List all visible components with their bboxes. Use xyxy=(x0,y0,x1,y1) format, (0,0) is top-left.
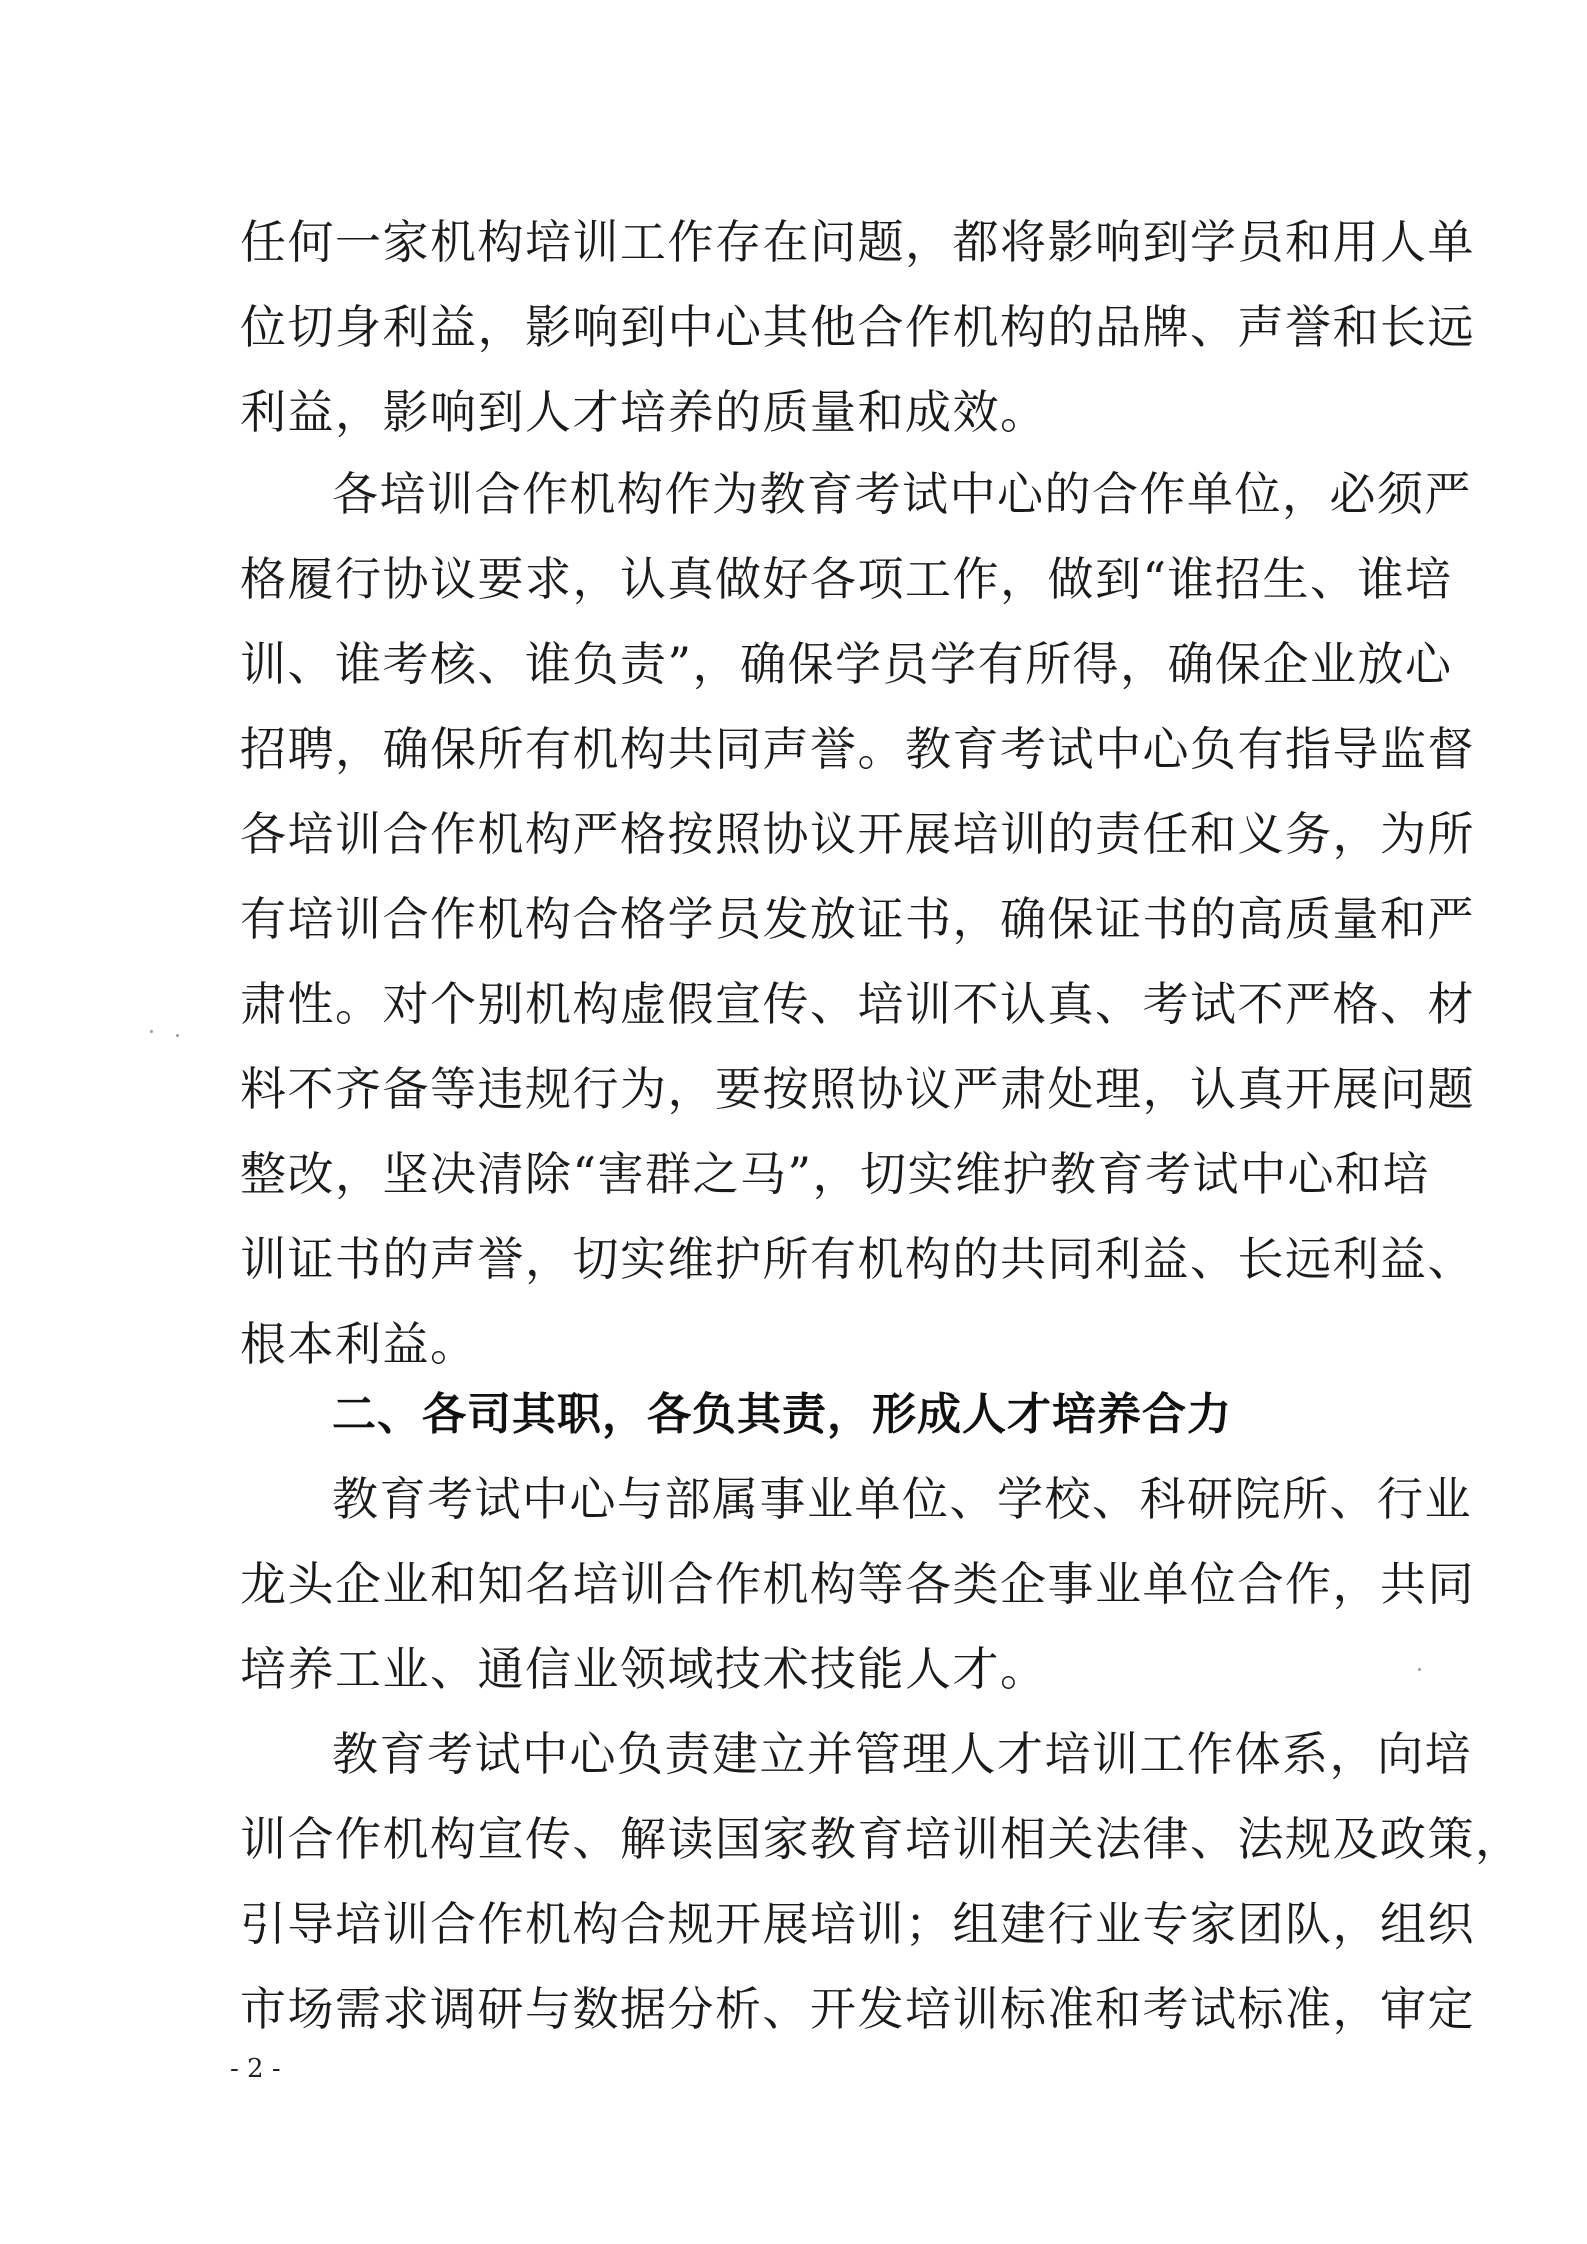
paragraph-3 xyxy=(240,1457,1475,1712)
paragraph-line: 根本利益。 xyxy=(240,1317,478,1371)
paragraph-line: 训、谁考核、谁负责”，确保学员学有所得，确保企业放心 xyxy=(240,637,1453,691)
paragraph-line: 培养工业、通信业领域技术技能人才。 xyxy=(240,1642,1048,1696)
paragraph-1 xyxy=(240,200,1475,455)
paragraph-line: 引导培训合作机构合规开展培训；组建行业专家团队，组织 xyxy=(240,1897,1475,1951)
section-heading: 二、各司其职，各负其责，形成人才培养合力 xyxy=(332,1389,1232,1440)
paragraph-line: 任何一家机构培训工作存在问题，都将影响到学员和用人单 xyxy=(240,215,1475,269)
paragraph-line: 教育考试中心与部属事业单位、学校、科研院所、行业 xyxy=(332,1472,1472,1526)
paragraph-line: 招聘，确保所有机构共同声誉。教育考试中心负有指导监督 xyxy=(240,722,1475,776)
paragraph-line: 训证书的声誉，切实维护所有机构的共同利益、长远利益、 xyxy=(240,1232,1475,1286)
paragraph-line: 教育考试中心负责建立并管理人才培训工作体系，向培 xyxy=(332,1727,1472,1781)
paragraph-line: 整改，坚决清除“害群之马”，切实维护教育考试中心和培 xyxy=(240,1147,1431,1201)
paragraph-line: 肃性。对个别机构虚假宣传、培训不认真、考试不严格、材 xyxy=(240,977,1475,1031)
paragraph-line: 格履行协议要求，认真做好各项工作，做到“谁招生、谁培 xyxy=(240,552,1453,606)
paragraph-line: 各培训合作机构作为教育考试中心的合作单位，必须严 xyxy=(332,467,1472,521)
paragraph-line: 训合作机构宣传、解读国家教育培训相关法律、法规及政策， xyxy=(240,1812,1523,1866)
paragraph-line: 利益，影响到人才培养的质量和成效。 xyxy=(240,385,1048,439)
paragraph-line: 市场需求调研与数据分析、开发培训标准和考试标准，审定 xyxy=(240,1982,1475,2036)
page-number: - 2 - xyxy=(230,2054,281,2084)
paragraph-line: 各培训合作机构严格按照协议开展培训的责任和义务，为所 xyxy=(240,807,1475,861)
scan-speck xyxy=(176,1034,179,1037)
paragraph-line: 位切身利益，影响到中心其他合作机构的品牌、声誉和长远 xyxy=(240,300,1475,354)
paragraph-line: 有培训合作机构合格学员发放证书，确保证书的高质量和严 xyxy=(240,892,1475,946)
paragraph-line: 龙头企业和知名培训合作机构等各类企事业单位合作，共同 xyxy=(240,1557,1475,1611)
paragraph-line: 料不齐备等违规行为，要按照协议严肃处理，认真开展问题 xyxy=(240,1062,1475,1116)
paragraph-2 xyxy=(240,452,1475,1387)
scan-speck xyxy=(150,1030,153,1033)
paragraph-4 xyxy=(240,1712,1523,2052)
scan-speck xyxy=(1418,1668,1421,1671)
